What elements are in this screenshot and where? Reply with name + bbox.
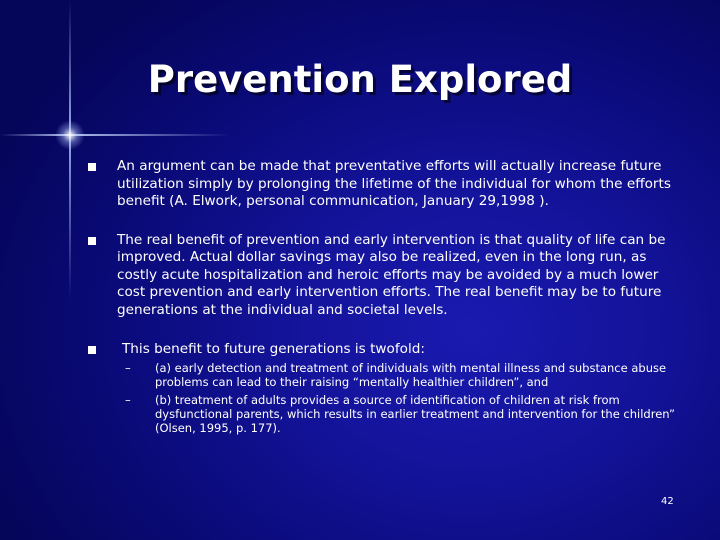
bullet-text: An argument can be made that preventative efforts will actually increase future utilization simply by prolonging the lifetime of the individual for whom the efforts benefit (A. Elwork, personal communication, January 29,1998 ). xyxy=(117,158,671,209)
dash-bullet-icon: – xyxy=(125,392,131,407)
dash-bullet-icon: – xyxy=(125,360,131,375)
sub-bullet-item xyxy=(125,361,688,389)
bullet-text: This benefit to future generations is twofold: xyxy=(122,341,425,357)
sub-bullet-text: (a) early detection and treatment of individuals with mental illness and substance abuse problems can lead to their raising “mentally healthier children”, and xyxy=(155,360,667,389)
bullet-text: The real benefit of prevention and early intervention is that quality of life can be improved. Actual dollar savings may also be realized, even in the long run, as costly acute hospitalization and heroic efforts may be avoided by a much lower cost prevention and early intervention efforts. The real benefit may be to future generations at the individual and societal levels. xyxy=(117,231,666,318)
square-bullet-icon xyxy=(88,163,96,171)
sparkle-decoration-vertical xyxy=(69,0,71,300)
sub-bullet-text: (b) treatment of adults provides a source of identification of children at risk from dysfunctional parents, which results in earlier treatment and intervention for the children” (Olsen, 1995, p. 177). xyxy=(155,392,675,435)
bullet-item xyxy=(88,232,688,320)
page-number: 42 xyxy=(661,496,674,507)
sub-bullet-list xyxy=(117,361,688,435)
sparkle-decoration-horizontal xyxy=(0,134,230,136)
bullet-list xyxy=(88,158,688,435)
bullet-item xyxy=(88,158,688,211)
square-bullet-icon xyxy=(88,237,96,245)
sparkle-star-icon xyxy=(55,120,85,150)
slide-title: Prevention Explored xyxy=(147,58,573,101)
sub-bullet-item xyxy=(125,393,688,435)
bullet-item xyxy=(88,341,688,435)
square-bullet-icon xyxy=(88,346,96,354)
